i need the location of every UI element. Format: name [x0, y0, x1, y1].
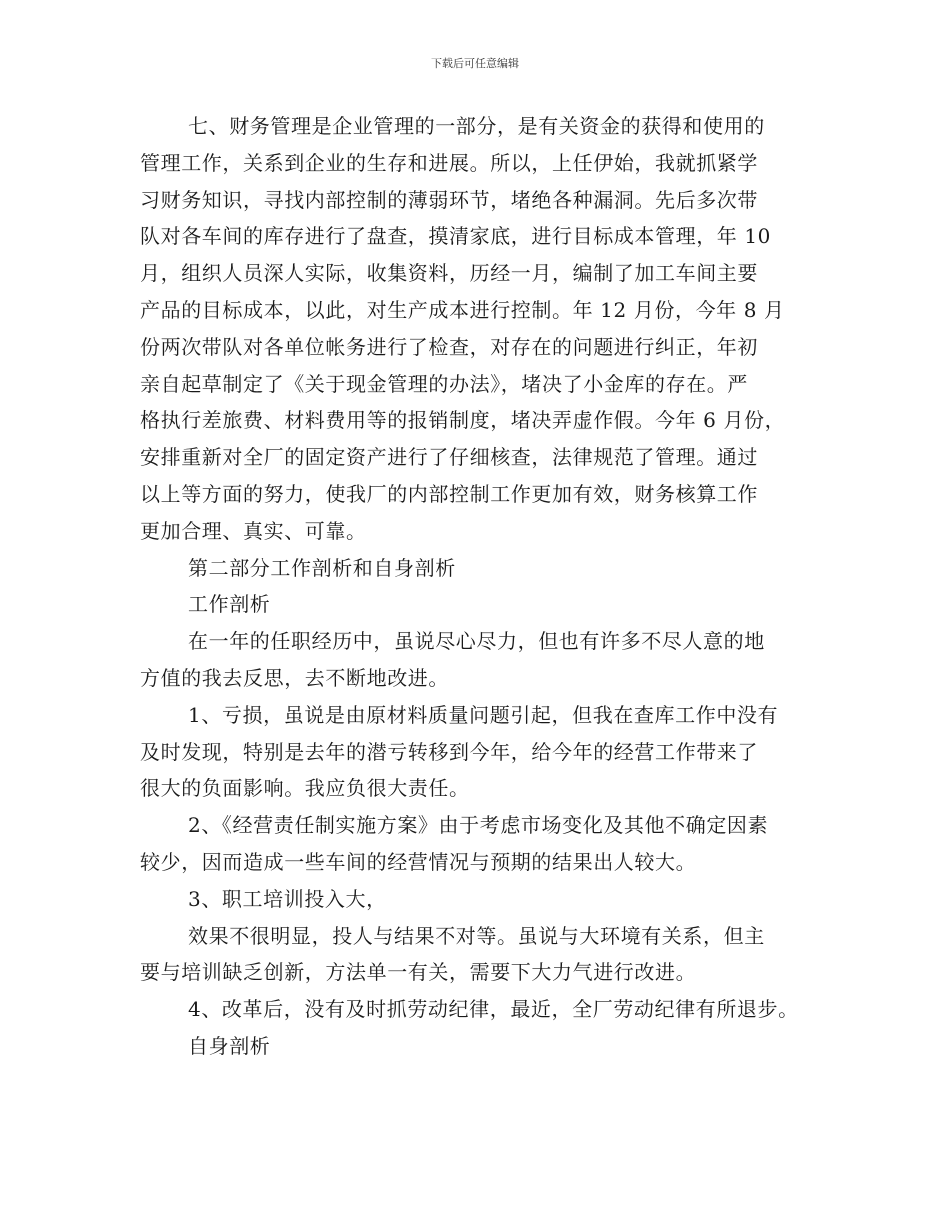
text-line: 1、亏损，虽说是由原材料质量问题引起，但我在查库工作中没有 — [188, 702, 779, 727]
text-line: 方值的我去反思，去不断地改进。 — [140, 665, 449, 690]
text-line: 效果不很明显，投人与结果不对等。虽说与大环境有关系，但主 — [188, 923, 765, 948]
text-line: 七、财务管理是企业管理的一部分，是有关资金的获得和使用的 — [188, 114, 765, 138]
text-line: 4、改革后，没有及时抓劳动纪律，最近，全厂劳动纪律有所退步。 — [188, 997, 799, 1022]
text-line: 产品的目标成本，以此，对生产成本进行控制。年 12 月份，今年 8 月 — [140, 297, 785, 322]
text-line: 管理工作，关系到企业的生存和进展。所以，上任伊始，我就抓紧学 — [140, 150, 758, 175]
text-line: 以上等方面的努力，使我厂的内部控制工作更加有效，财务核算工作 — [140, 481, 758, 506]
text-line: 格执行差旅费、材料费用等的报销制度，堵决弄虚作假。今年 6 月份， — [140, 408, 786, 433]
text-line: 习财务知识，寻找内部控制的薄弱环节，堵绝各种漏洞。先后多次带 — [140, 187, 758, 212]
text-line: 月，组织人员深人实际，收集资料，历经一月，编制了加工车间主要 — [140, 261, 758, 286]
subsection-heading: 工作剖析 — [188, 592, 271, 617]
text-line: 2、《经营责任制实施方案》由于考虑市场变化及其他不确定因素 — [188, 813, 769, 838]
subsection-heading: 自身剖析 — [188, 1033, 271, 1058]
text-line: 很大的负面影响。我应负很大责任。 — [140, 776, 470, 801]
text-line: 较少，因而造成一些车间的经营情况与预期的结果出人较大。 — [140, 849, 697, 874]
section-heading: 第二部分工作剖析和自身剖析 — [188, 555, 456, 580]
text-line: 更加合理、真实、可靠。 — [140, 518, 367, 543]
text-line: 3、职工培训投入大， — [188, 886, 387, 911]
text-line: 亲自起草制定了《关于现金管理的办法》，堵决了小金库的存在。严 — [140, 371, 748, 396]
text-line: 安排重新对全厂的固定资产进行了仔细核查，法律规范了管理。通过 — [140, 445, 758, 470]
text-line: 在一年的任职经历中，虽说尽心尽力，但也有许多不尽人意的地 — [188, 629, 765, 654]
text-line: 队对各车间的库存进行了盘查，摸清家底，进行目标成本管理，年 10 — [140, 224, 772, 249]
document-body — [140, 108, 830, 1065]
page-header-note: 下载后可任意编辑 — [431, 57, 519, 70]
text-line: 要与培训缺乏创新，方法单一有关，需要下大力气进行改进。 — [140, 960, 697, 985]
text-line: 及时发现，特别是去年的潜亏转移到今年，给今年的经营工作带来了 — [140, 739, 758, 764]
text-line: 份两次带队对各单位帐务进行了检查，对存在的问题进行纠正，年初 — [140, 334, 758, 359]
